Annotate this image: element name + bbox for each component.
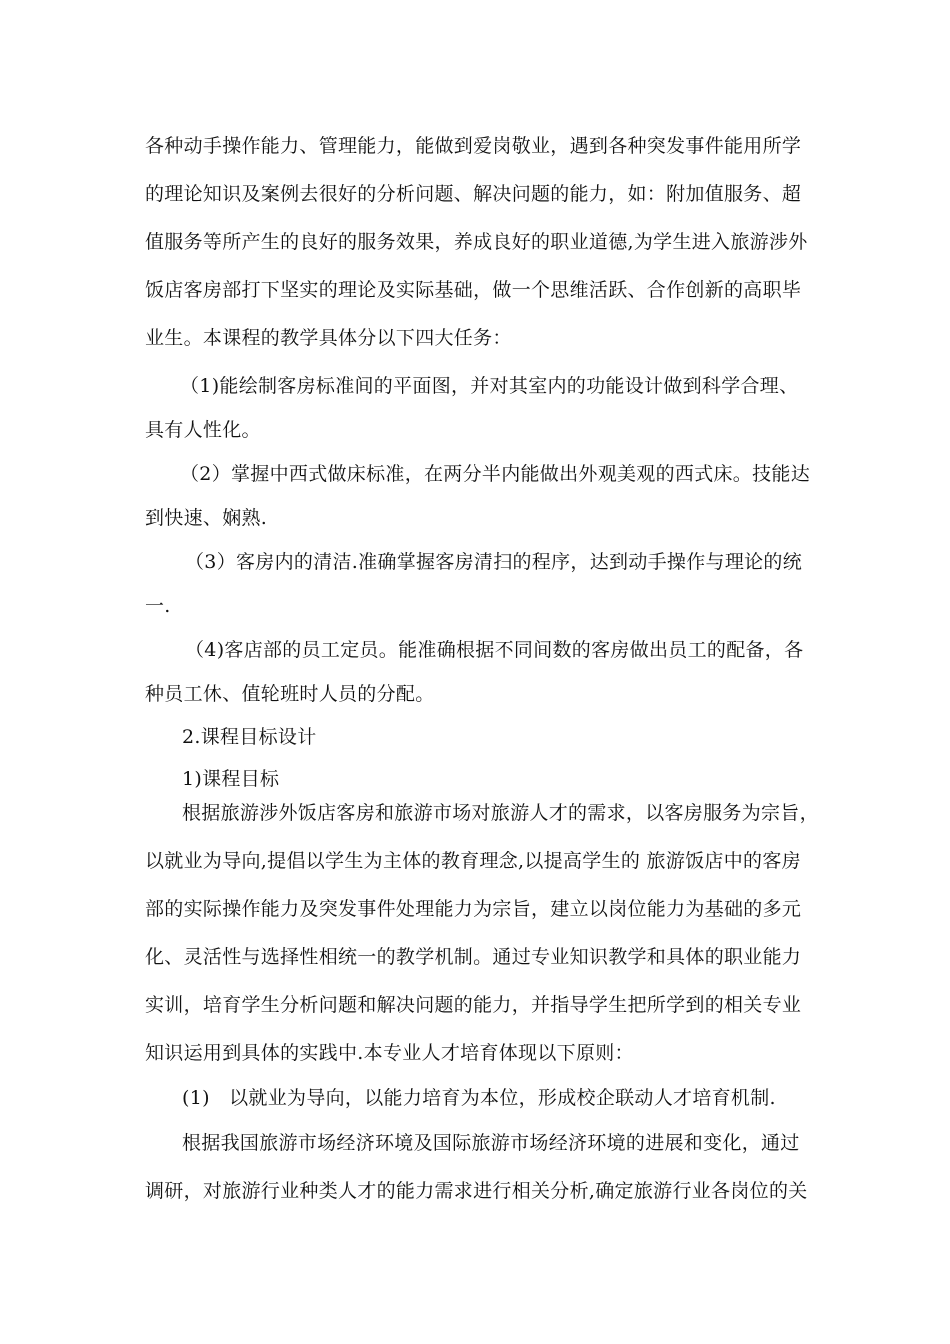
task-4-line-1: （4)客店部的员工定员。能准确根据不同间数的客房做出员工的配备，各 <box>185 639 804 661</box>
task-4-line-2: 种员工休、值轮班时人员的分配。 <box>145 683 435 705</box>
task-3-line-2: 一. <box>145 595 171 617</box>
body-text-line-5: 业生。本课程的教学具体分以下四大任务： <box>145 327 512 349</box>
goal-paragraph-line-2: 以就业为导向,提倡以学生为主体的教育理念,以提高学生的 旅游饭店中的客房 <box>145 850 801 872</box>
task-2-line-1: （2）掌握中西式做床标准，在两分半内能做出外观美观的西式床。技能达 <box>180 463 810 485</box>
body-text-line-1: 各种动手操作能力、管理能力，能做到爱岗敬业，遇到各种突发事件能用所学 <box>145 135 802 157</box>
principle-1-heading: (1) 以就业为导向，以能力培育为本位，形成校企联动人才培育机制. <box>182 1087 776 1109</box>
task-2-line-2: 到快速、娴熟. <box>145 507 268 529</box>
body-text-line-4: 饭店客房部打下坚实的理论及实际基础，做一个思维活跃、合作创新的高职毕 <box>145 279 802 301</box>
principle-1-paragraph-line-2: 调研，对旅游行业种类人才的能力需求进行相关分析,确定旅游行业各岗位的关 <box>145 1180 808 1202</box>
goal-paragraph-line-4: 化、灵活性与选择性相统一的教学机制。通过专业知识教学和具体的职业能力 <box>145 946 802 968</box>
body-text-line-3: 值服务等所产生的良好的服务效果，养成良好的职业道德,为学生进入旅游涉外 <box>145 231 808 253</box>
task-3-line-1: （3）客房内的清洁.准确掌握客房清扫的程序，达到动手操作与理论的统 <box>185 551 803 573</box>
body-text-line-2: 的理论知识及案例去很好的分析问题、解决问题的能力，如：附加值服务、超 <box>145 183 802 205</box>
goal-paragraph-line-3: 部的实际操作能力及突发事件处理能力为宗旨，建立以岗位能力为基础的多元 <box>145 898 802 920</box>
task-1-line-2: 具有人性化。 <box>145 419 261 441</box>
principle-1-paragraph-line-1: 根据我国旅游市场经济环境及国际旅游市场经济环境的进展和变化，通过 <box>182 1132 800 1154</box>
goal-paragraph-line-5: 实训，培育学生分析问题和解决问题的能力，并指导学生把所学到的相关专业 <box>145 994 802 1016</box>
subsection-heading-course-goal: 1)课程目标 <box>182 768 280 790</box>
section-heading-course-goal-design: 2.课程目标设计 <box>182 726 317 748</box>
goal-paragraph-line-6: 知识运用到具体的实践中.本专业人才培育体现以下原则： <box>145 1042 634 1064</box>
task-1-line-1: （1)能绘制客房标准间的平面图，并对其室内的功能设计做到科学合理、 <box>180 375 799 397</box>
goal-paragraph-line-1: 根据旅游涉外饭店客房和旅游市场对旅游人才的需求，以客房服务为宗旨， <box>182 802 819 824</box>
